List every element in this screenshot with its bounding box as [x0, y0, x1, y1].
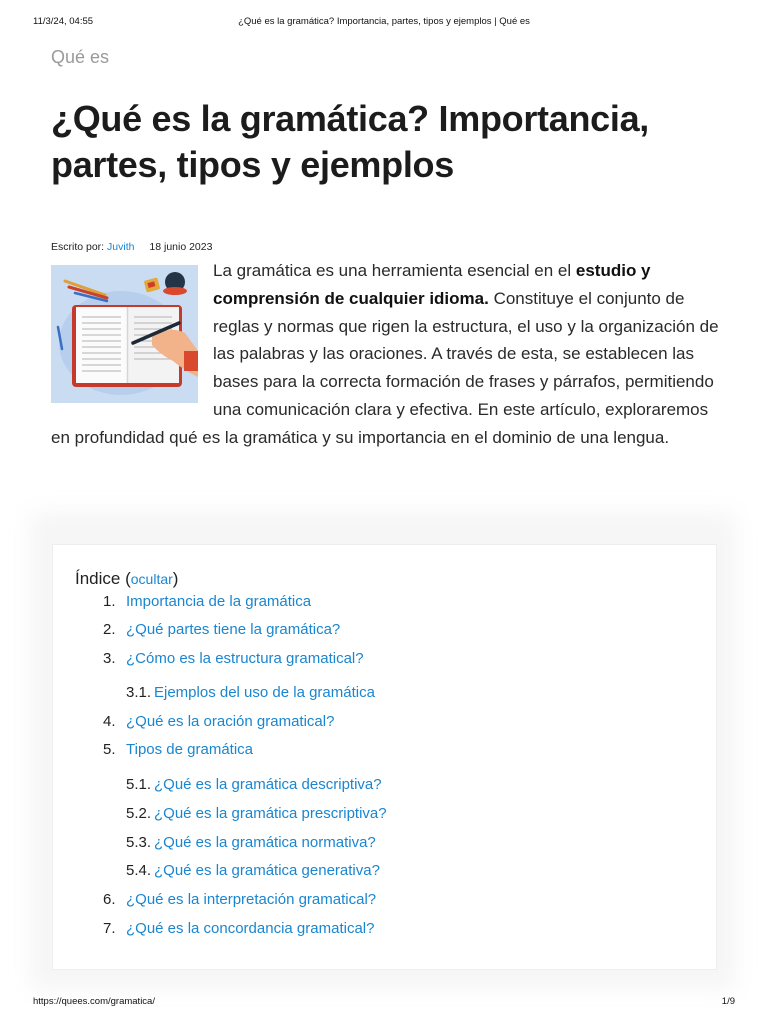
toc-item-link[interactable]: ¿Qué es la concordancia gramatical?: [126, 920, 375, 937]
table-of-contents: [52, 544, 717, 970]
toc-item-number: 4.: [103, 713, 116, 730]
toc-title-text: Índice: [75, 569, 121, 588]
toc-item-link[interactable]: ¿Qué es la gramática normativa?: [154, 834, 376, 851]
toc-item-link[interactable]: ¿Cómo es la estructura gramatical?: [126, 650, 364, 667]
toc-item-link[interactable]: ¿Qué es la interpretación gramatical?: [126, 891, 377, 908]
print-page-number: 1/9: [721, 996, 735, 1007]
print-header: [33, 16, 735, 30]
print-datetime: 11/3/24, 04:55: [33, 16, 94, 27]
print-url: https://quees.com/gramatica/: [33, 996, 155, 1007]
print-page-title: ¿Qué es la gramática? Importancia, partes, tipos y ejemplos | Qué es: [238, 16, 530, 27]
toc-item-link[interactable]: Importancia de la gramática: [126, 593, 312, 610]
toc-title: [75, 569, 178, 589]
toc-item-number: 5.3.: [126, 834, 152, 851]
toc-item-number: 1.: [103, 593, 116, 610]
article-title: ¿Qué es la gramática? Importancia, partes, tipos y ejemplos: [51, 98, 650, 185]
toc-item-number: 5.: [103, 741, 116, 758]
intro-paragraph: [51, 257, 721, 452]
intro-bold-text: estudio y comprensión de cualquier idioma.: [213, 261, 651, 308]
site-name-link[interactable]: Qué es: [51, 47, 110, 67]
toc-item-link[interactable]: ¿Qué es la gramática prescriptiva?: [154, 805, 387, 822]
intro-text-start: La gramática es una herramienta esencial en el: [213, 261, 576, 280]
byline-prefix: Escrito por:: [51, 241, 105, 253]
toc-item-link[interactable]: ¿Qué es la gramática generativa?: [154, 862, 380, 879]
toc-item-number: 7.: [103, 920, 116, 937]
toc-item-number: 6.: [103, 891, 116, 908]
hero-image-open-book: [51, 265, 198, 403]
toc-item-number: 2.: [103, 621, 116, 638]
print-footer: [33, 996, 735, 1010]
toc-item-number: 3.: [103, 650, 116, 667]
byline: [51, 241, 212, 253]
toc-item-link[interactable]: ¿Qué es la gramática descriptiva?: [154, 776, 382, 793]
toc-item-number: 5.4.: [126, 862, 152, 879]
toc-item-number: 3.1.: [126, 684, 152, 701]
toc-item-link[interactable]: ¿Qué partes tiene la gramática?: [126, 621, 341, 638]
toc-item-link[interactable]: ¿Qué es la oración gramatical?: [126, 713, 335, 730]
toc-item-link[interactable]: Ejemplos del uso de la gramática: [154, 684, 375, 701]
toc-item-number: 5.1.: [126, 776, 152, 793]
author-link[interactable]: Juvith: [107, 241, 135, 253]
publish-date: 18 junio 2023: [149, 241, 213, 253]
toc-toggle-link[interactable]: ocultar: [130, 571, 173, 587]
toc-item-number: 5.2.: [126, 805, 152, 822]
toc-close-paren: ): [172, 569, 179, 588]
toc-open-paren: (: [120, 569, 131, 588]
intro-text-rest: Constituye el conjunto de reglas y normas que rigen la estructura, el uso y la organización de las palabras y las oraciones. A través de esta, se establecen las bases para la correcta formación de frases y párrafos, permitiendo una comunicación clara y efectiva. En este artículo, exploraremos en profundidad qué es la gramática y su importancia en el dominio de una lengua.: [51, 288, 719, 447]
toc-item-link[interactable]: Tipos de gramática: [126, 741, 254, 758]
